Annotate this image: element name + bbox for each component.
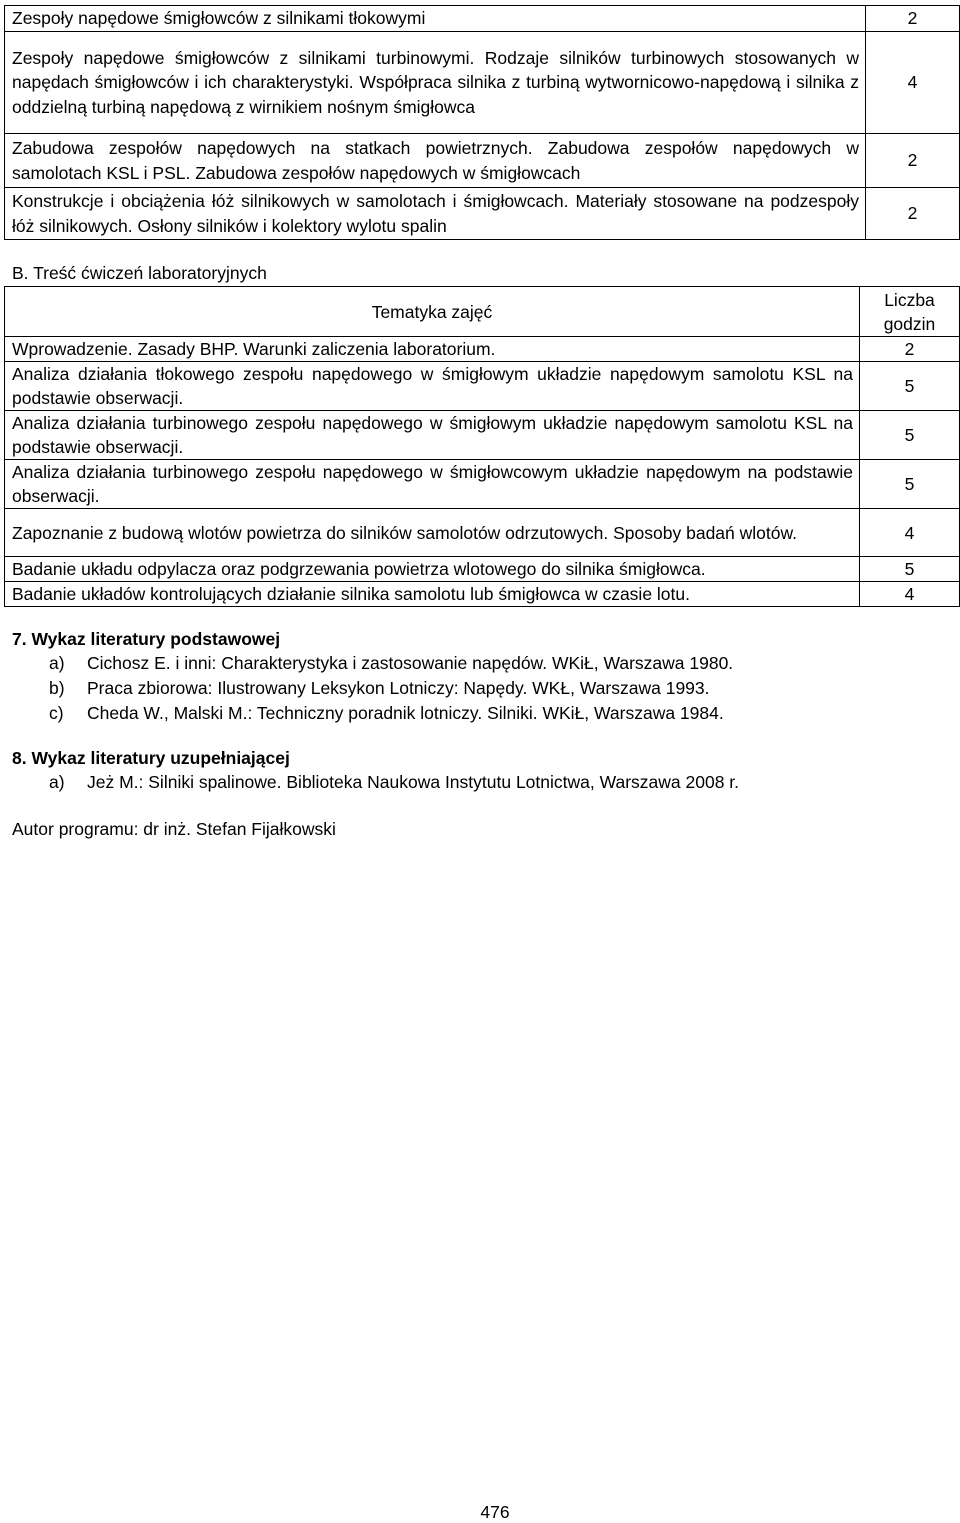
list-item: [49, 703, 724, 724]
list-marker: a): [49, 772, 65, 792]
reference-text: Cichosz E. i inni: Charakterystyka i zastosowanie napędów. WKiŁ, Warszawa 1980.: [87, 653, 734, 673]
topic-hours: 2: [866, 188, 960, 240]
table-row: [5, 509, 960, 557]
exercise-description: Wprowadzenie. Zasady BHP. Warunki zaliczenia laboratorium.: [5, 337, 860, 362]
basic-literature-heading: 7. Wykaz literatury podstawowej: [12, 629, 281, 649]
lecture-topics-table: [4, 5, 960, 240]
list-marker: b): [49, 678, 65, 698]
table-row: [5, 582, 960, 607]
exercise-hours: 4: [860, 582, 960, 607]
program-author: Autor programu: dr inż. Stefan Fijałkowski: [12, 819, 336, 839]
list-marker: a): [49, 653, 65, 673]
exercise-hours: 2: [860, 337, 960, 362]
exercise-hours: 5: [860, 557, 960, 582]
exercise-hours: 4: [860, 509, 960, 557]
exercise-description: Zapoznanie z budową wlotów powietrza do silników samolotów odrzutowych. Sposoby badań wlotów.: [5, 509, 860, 557]
table-row: [5, 411, 960, 460]
list-item: [49, 653, 733, 674]
topic-hours: 2: [866, 134, 960, 188]
hours-column-header: Liczba godzin: [860, 287, 960, 337]
table-header-row: [5, 287, 960, 337]
section-b-label: B. Treść ćwiczeń laboratoryjnych: [12, 263, 267, 283]
page-number: 476: [480, 1502, 510, 1522]
exercise-description: Badanie układu odpylacza oraz podgrzewania powietrza wlotowego do silnika śmigłowca.: [5, 557, 860, 582]
exercise-hours: 5: [860, 460, 960, 509]
table-row: [5, 6, 960, 32]
topic-description: Zespoły napędowe śmigłowców z silnikami turbinowymi. Rodzaje silników turbinowych stosowanych w napędach śmigłowców i ich charakterystyki. Współpraca silnika z turbiną wytwornicowo-napędową i silnika z oddzielną turbiną napędową z wirnikiem nośnym śmigłowca: [5, 32, 866, 134]
topic-description: Zespoły napędowe śmigłowców z silnikami tłokowymi: [5, 6, 866, 32]
table-row: [5, 134, 960, 188]
supplementary-literature-heading: 8. Wykaz literatury uzupełniającej: [12, 748, 290, 768]
reference-text: Praca zbiorowa: Ilustrowany Leksykon Lotniczy: Napędy. WKŁ, Warszawa 1993.: [87, 678, 710, 698]
table-row: [5, 32, 960, 134]
topic-hours: 4: [866, 32, 960, 134]
exercise-hours: 5: [860, 362, 960, 411]
exercise-description: Badanie układów kontrolujących działanie silnika samolotu lub śmigłowca w czasie lotu.: [5, 582, 860, 607]
topic-hours: 2: [866, 6, 960, 32]
reference-text: Cheda W., Malski M.: Techniczny poradnik lotniczy. Silniki. WKiŁ, Warszawa 1984.: [87, 703, 724, 723]
topic-description: Zabudowa zespołów napędowych na statkach powietrznych. Zabudowa zespołów napędowych w samolotach KSL i PSL. Zabudowa zespołów napędowych w śmigłowcach: [5, 134, 866, 188]
table-row: [5, 188, 960, 240]
exercise-description: Analiza działania tłokowego zespołu napędowego w śmigłowym układzie napędowym samolotu KSL na podstawie obserwacji.: [5, 362, 860, 411]
exercise-description: Analiza działania turbinowego zespołu napędowego w śmigłowcowym układzie napędowym na podstawie obserwacji.: [5, 460, 860, 509]
reference-text: Jeż M.: Silniki spalinowe. Biblioteka Naukowa Instytutu Lotnictwa, Warszawa 2008 r.: [87, 772, 740, 792]
table-row: [5, 460, 960, 509]
exercise-description: Analiza działania turbinowego zespołu napędowego w śmigłowym układzie napędowym samolotu KSL na podstawie obserwacji.: [5, 411, 860, 460]
topic-description: Konstrukcje i obciążenia łóż silnikowych w samolotach i śmigłowcach. Materiały stosowane na podzespoły łóż silnikowych. Osłony silników i kolektory wylotu spalin: [5, 188, 866, 240]
list-item: [49, 678, 710, 699]
table-row: [5, 557, 960, 582]
exercise-hours: 5: [860, 411, 960, 460]
topic-column-header: Tematyka zajęć: [5, 287, 860, 337]
table-row: [5, 337, 960, 362]
list-marker: c): [49, 703, 64, 723]
table-row: [5, 362, 960, 411]
list-item: [49, 772, 739, 793]
lab-exercises-table: [4, 286, 960, 607]
